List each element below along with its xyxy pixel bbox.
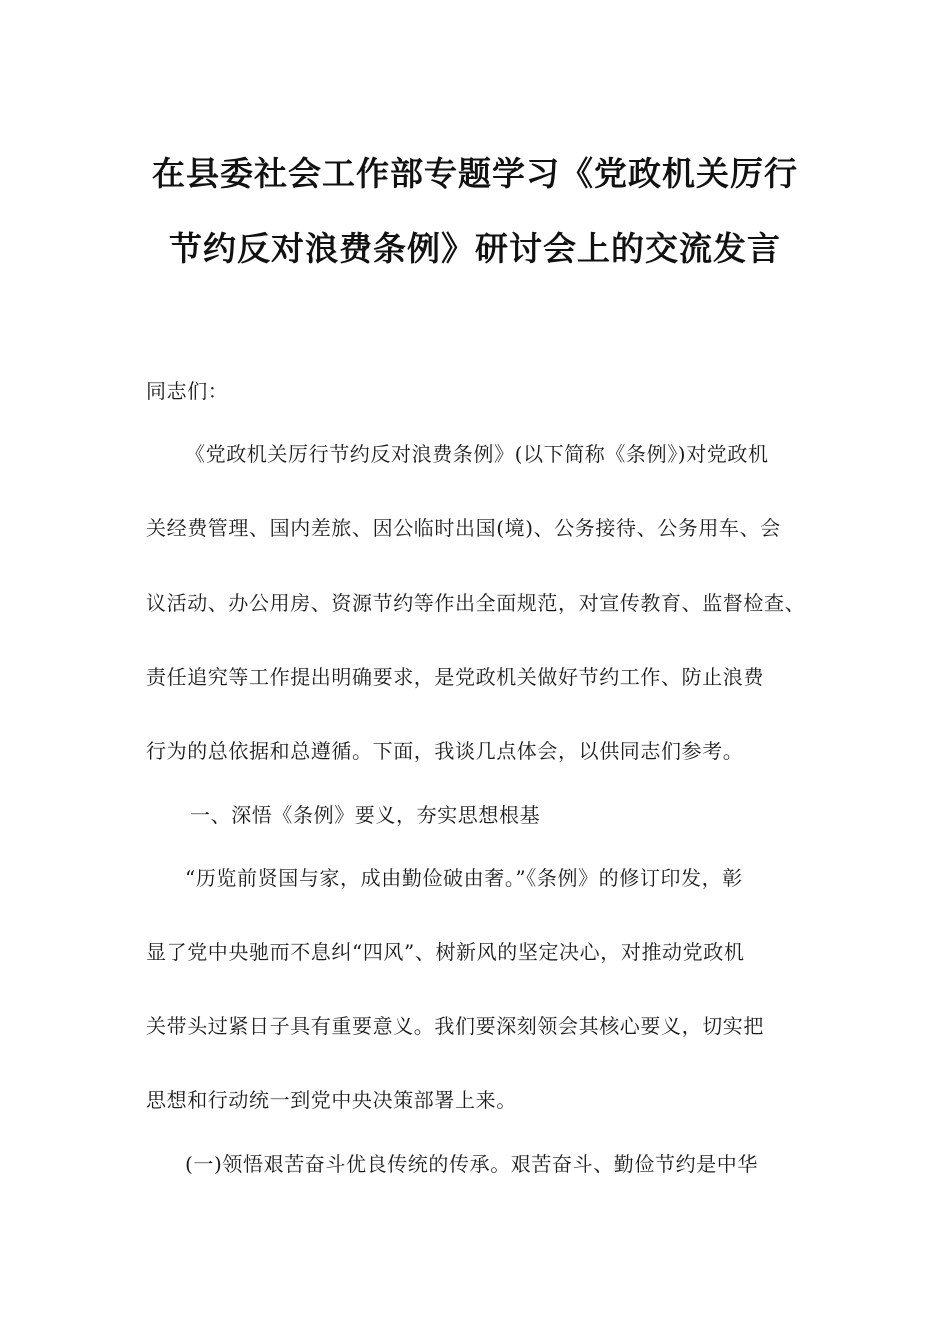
paragraph-line: 关带头过紧日子具有重要意义。我们要深刻领会其核心要义，切实把 xyxy=(146,1014,764,1038)
document-title-line-2: 节约反对浪费条例》研讨会上的交流发言 xyxy=(169,229,781,268)
paragraph-line: “历览前贤国与家，成由勤俭破由奢。”《条例》的修订印发，彰 xyxy=(185,866,743,890)
section-heading: 一、深悟《条例》要义，夯实思想根基 xyxy=(190,803,541,827)
salutation: 同志们： xyxy=(146,379,229,403)
paragraph-line: 思想和行动统一到党中央决策部署上来。 xyxy=(146,1088,517,1112)
paragraph-line: 议活动、办公用房、资源节约等作出全面规范，对宣传教育、监督检查、 xyxy=(146,591,806,615)
paragraph-line: 责任追究等工作提出明确要求，是党政机关做好节约工作、防止浪费 xyxy=(146,665,764,689)
paragraph-line: 关经费管理、国内差旅、因公临时出国(境)、公务接待、公务用车、会 xyxy=(146,516,781,540)
document-title-line-1: 在县委社会工作部专题学习《党政机关厉行 xyxy=(152,154,798,193)
paragraph-line: 显了党中央驰而不息纠“四风”、树新风的坚定决心，对推动党政机 xyxy=(146,940,745,964)
paragraph-line: 《党政机关厉行节约反对浪费条例》(以下简称《条例》)对党政机 xyxy=(185,442,769,466)
paragraph-line: 行为的总依据和总遵循。下面，我谈几点体会，以供同志们参考。 xyxy=(146,739,744,763)
subsection-line: (一)领悟艰苦奋斗优良传统的传承。艰苦奋斗、勤俭节约是中华 xyxy=(185,1152,759,1176)
